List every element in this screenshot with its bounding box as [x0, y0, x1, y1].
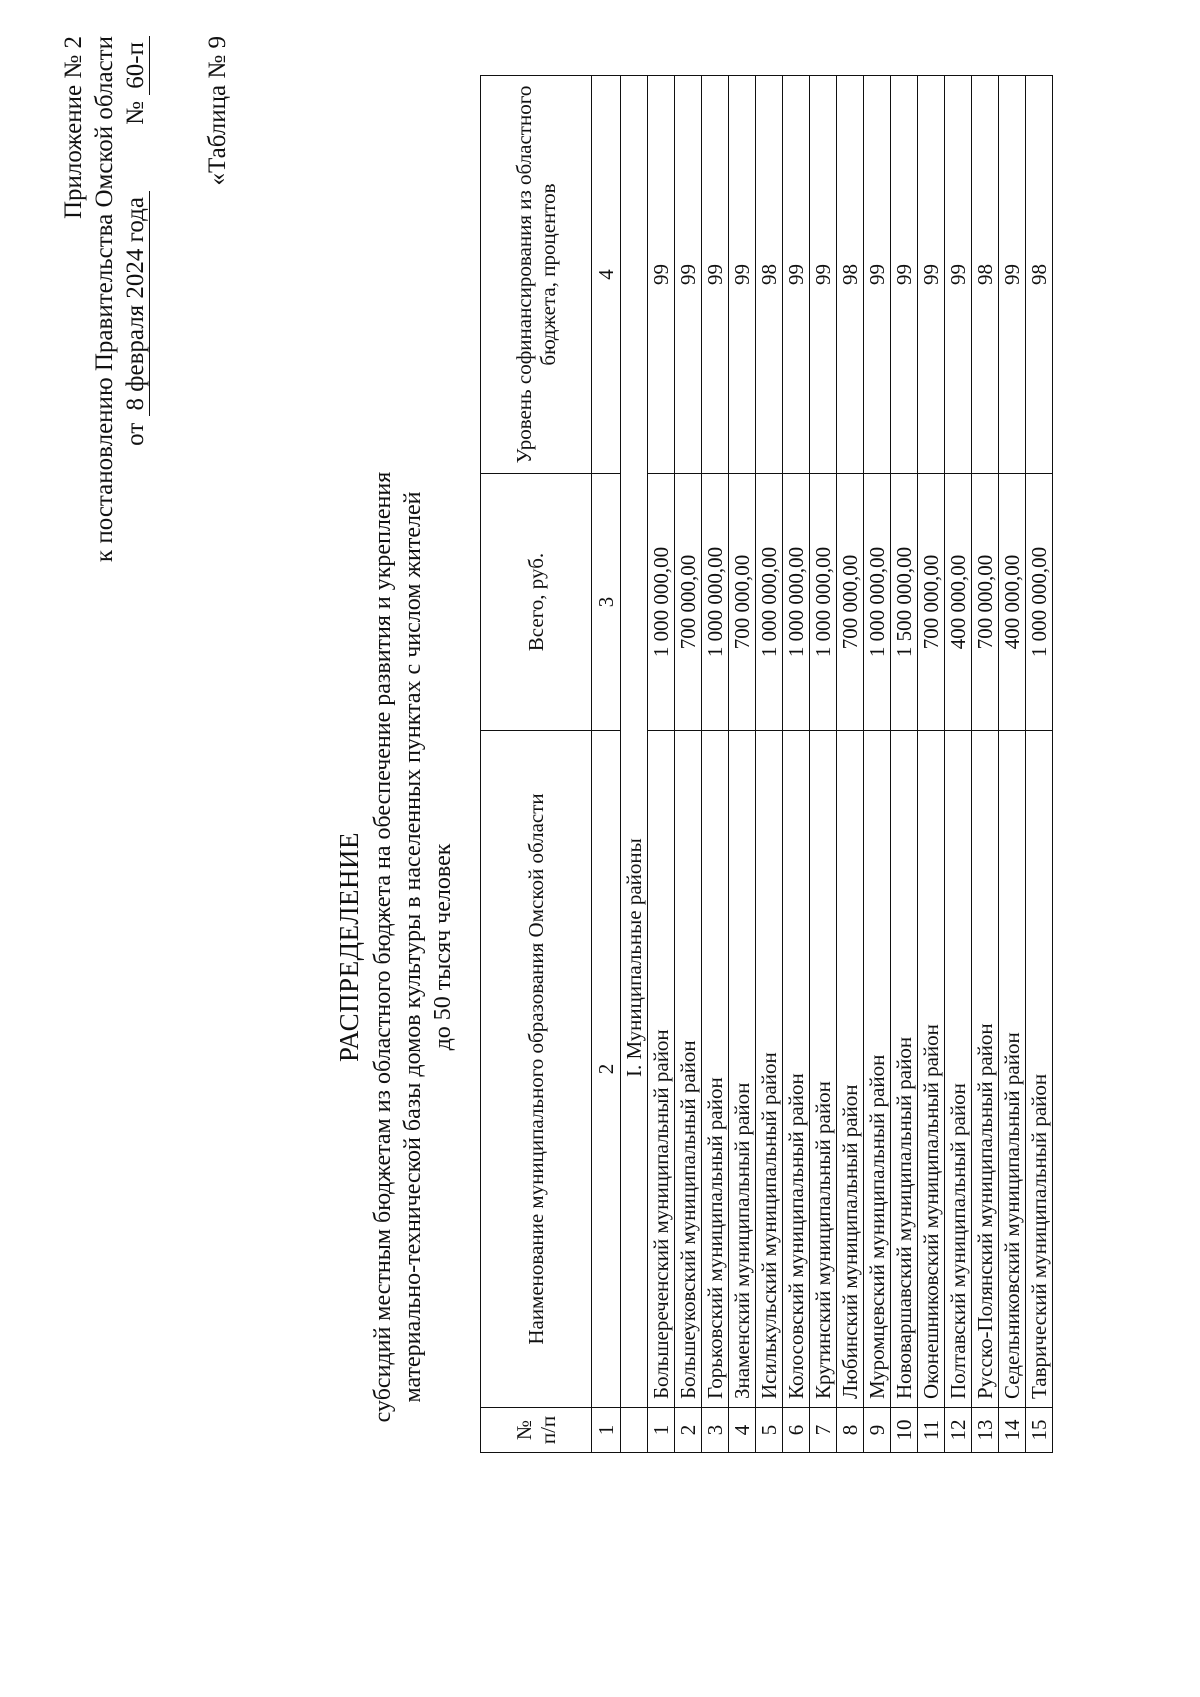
table-row	[810, 76, 837, 1453]
table-row	[729, 76, 756, 1453]
cofinancing-level: 99	[864, 76, 891, 474]
row-number: 10	[891, 1408, 918, 1453]
total-amount: 700 000,00	[837, 474, 864, 731]
total-amount: 700 000,00	[729, 474, 756, 731]
cofinancing-level: 99	[702, 76, 729, 474]
date-prefix: от	[122, 422, 149, 446]
section-title: I. Муниципальные районы	[621, 76, 648, 1408]
number-prefix: №	[122, 100, 149, 125]
total-amount: 1 000 000,00	[756, 474, 783, 731]
decree-date: 8 февраля 2024 года	[122, 191, 150, 416]
table-row	[648, 76, 675, 1453]
municipality-name: Нововаршавский муниципальный район	[891, 731, 918, 1408]
row-number: 15	[1026, 1408, 1053, 1453]
column-number-2: 2	[592, 731, 621, 1408]
cofinancing-level: 98	[837, 76, 864, 474]
municipality-name: Знаменский муниципальный район	[729, 731, 756, 1408]
table-row	[891, 76, 918, 1453]
cofinancing-level: 98	[972, 76, 999, 474]
row-number: 11	[918, 1408, 945, 1453]
subtitle-line-2: материально-технической базы домов культуры в населенных пунктах с числом жителей	[400, 491, 426, 1403]
municipality-name: Горьковский муниципальный район	[702, 731, 729, 1408]
column-number-4: 4	[592, 76, 621, 474]
row-number: 13	[972, 1408, 999, 1453]
municipality-name: Большеуковский муниципальный район	[675, 731, 702, 1408]
subtitle-line-3: до 50 тысяч человек	[430, 843, 456, 1051]
decree-date-number	[120, 36, 151, 676]
section-spacer	[621, 1408, 648, 1453]
row-number: 5	[756, 1408, 783, 1453]
cofinancing-level: 99	[729, 76, 756, 474]
total-amount: 1 000 000,00	[810, 474, 837, 731]
row-number: 8	[837, 1408, 864, 1453]
total-amount: 1 000 000,00	[864, 474, 891, 731]
header-name: Наименование муниципального образования Омской области	[481, 731, 592, 1408]
row-number: 1	[648, 1408, 675, 1453]
appendix-label: Приложение № 2	[60, 36, 87, 220]
total-amount: 700 000,00	[918, 474, 945, 731]
document-subtitle	[368, 347, 458, 1547]
municipality-name: Оконешниковский муниципальный район	[918, 731, 945, 1408]
table-row	[837, 76, 864, 1453]
cofinancing-level: 99	[783, 76, 810, 474]
cofinancing-level: 99	[918, 76, 945, 474]
municipality-name: Колосовский муниципальный район	[783, 731, 810, 1408]
section-row	[621, 76, 648, 1453]
row-number: 4	[729, 1408, 756, 1453]
total-amount: 400 000,00	[945, 474, 972, 731]
decree-reference: к постановлению Правительства Омской области	[91, 36, 118, 563]
municipality-name: Таврический муниципальный район	[1026, 731, 1053, 1408]
total-amount: 400 000,00	[999, 474, 1026, 731]
table-row	[783, 76, 810, 1453]
header-number: № п/п	[481, 1408, 592, 1453]
column-number-3: 3	[592, 474, 621, 731]
table-reference: «Таблица № 9	[204, 36, 231, 186]
municipality-name: Крутинский муниципальный район	[810, 731, 837, 1408]
cofinancing-level: 99	[810, 76, 837, 474]
municipality-name: Любинский муниципальный район	[837, 731, 864, 1408]
cofinancing-level: 98	[1026, 76, 1053, 474]
cofinancing-level: 99	[648, 76, 675, 474]
column-number-row	[592, 76, 621, 1453]
municipality-name: Полтавский муниципальный район	[945, 731, 972, 1408]
total-amount: 1 000 000,00	[1026, 474, 1053, 731]
total-amount: 1 000 000,00	[783, 474, 810, 731]
table-row	[864, 76, 891, 1453]
subtitle-line-1: субсидий местным бюджетам из областного бюджета на обеспечение развития и укрепления	[370, 471, 396, 1423]
header-total: Всего, руб.	[481, 474, 592, 731]
table-row	[675, 76, 702, 1453]
cofinancing-level: 99	[999, 76, 1026, 474]
cofinancing-level: 99	[675, 76, 702, 474]
table-row	[702, 76, 729, 1453]
cofinancing-level: 98	[756, 76, 783, 474]
table-row	[918, 76, 945, 1453]
distribution-table	[480, 75, 1053, 1453]
table-header-row	[481, 76, 592, 1453]
table-row	[972, 76, 999, 1453]
decree-number: 60-п	[122, 36, 150, 95]
municipality-name: Седельниковский муниципальный район	[999, 731, 1026, 1408]
header-level: Уровень софинансирования из областного бюджета, процентов	[481, 76, 592, 474]
row-number: 6	[783, 1408, 810, 1453]
total-amount: 700 000,00	[972, 474, 999, 731]
row-number: 14	[999, 1408, 1026, 1453]
municipality-name: Муромцевский муниципальный район	[864, 731, 891, 1408]
table-row	[945, 76, 972, 1453]
row-number: 9	[864, 1408, 891, 1453]
municipality-name: Большереченский муниципальный район	[648, 731, 675, 1408]
cofinancing-level: 99	[891, 76, 918, 474]
table-row	[756, 76, 783, 1453]
row-number: 3	[702, 1408, 729, 1453]
cofinancing-level: 99	[945, 76, 972, 474]
document-title: РАСПРЕДЕЛЕНИЕ	[334, 831, 364, 1063]
row-number: 2	[675, 1408, 702, 1453]
municipality-name: Исилькульский муниципальный район	[756, 731, 783, 1408]
row-number: 12	[945, 1408, 972, 1453]
table-row	[999, 76, 1026, 1453]
total-amount: 1 000 000,00	[648, 474, 675, 731]
total-amount: 700 000,00	[675, 474, 702, 731]
municipality-name: Русско-Полянский муниципальный район	[972, 731, 999, 1408]
column-number-1: 1	[592, 1408, 621, 1453]
row-number: 7	[810, 1408, 837, 1453]
approval-block	[58, 36, 151, 676]
total-amount: 1 000 000,00	[702, 474, 729, 731]
total-amount: 1 500 000,00	[891, 474, 918, 731]
table-row	[1026, 76, 1053, 1453]
